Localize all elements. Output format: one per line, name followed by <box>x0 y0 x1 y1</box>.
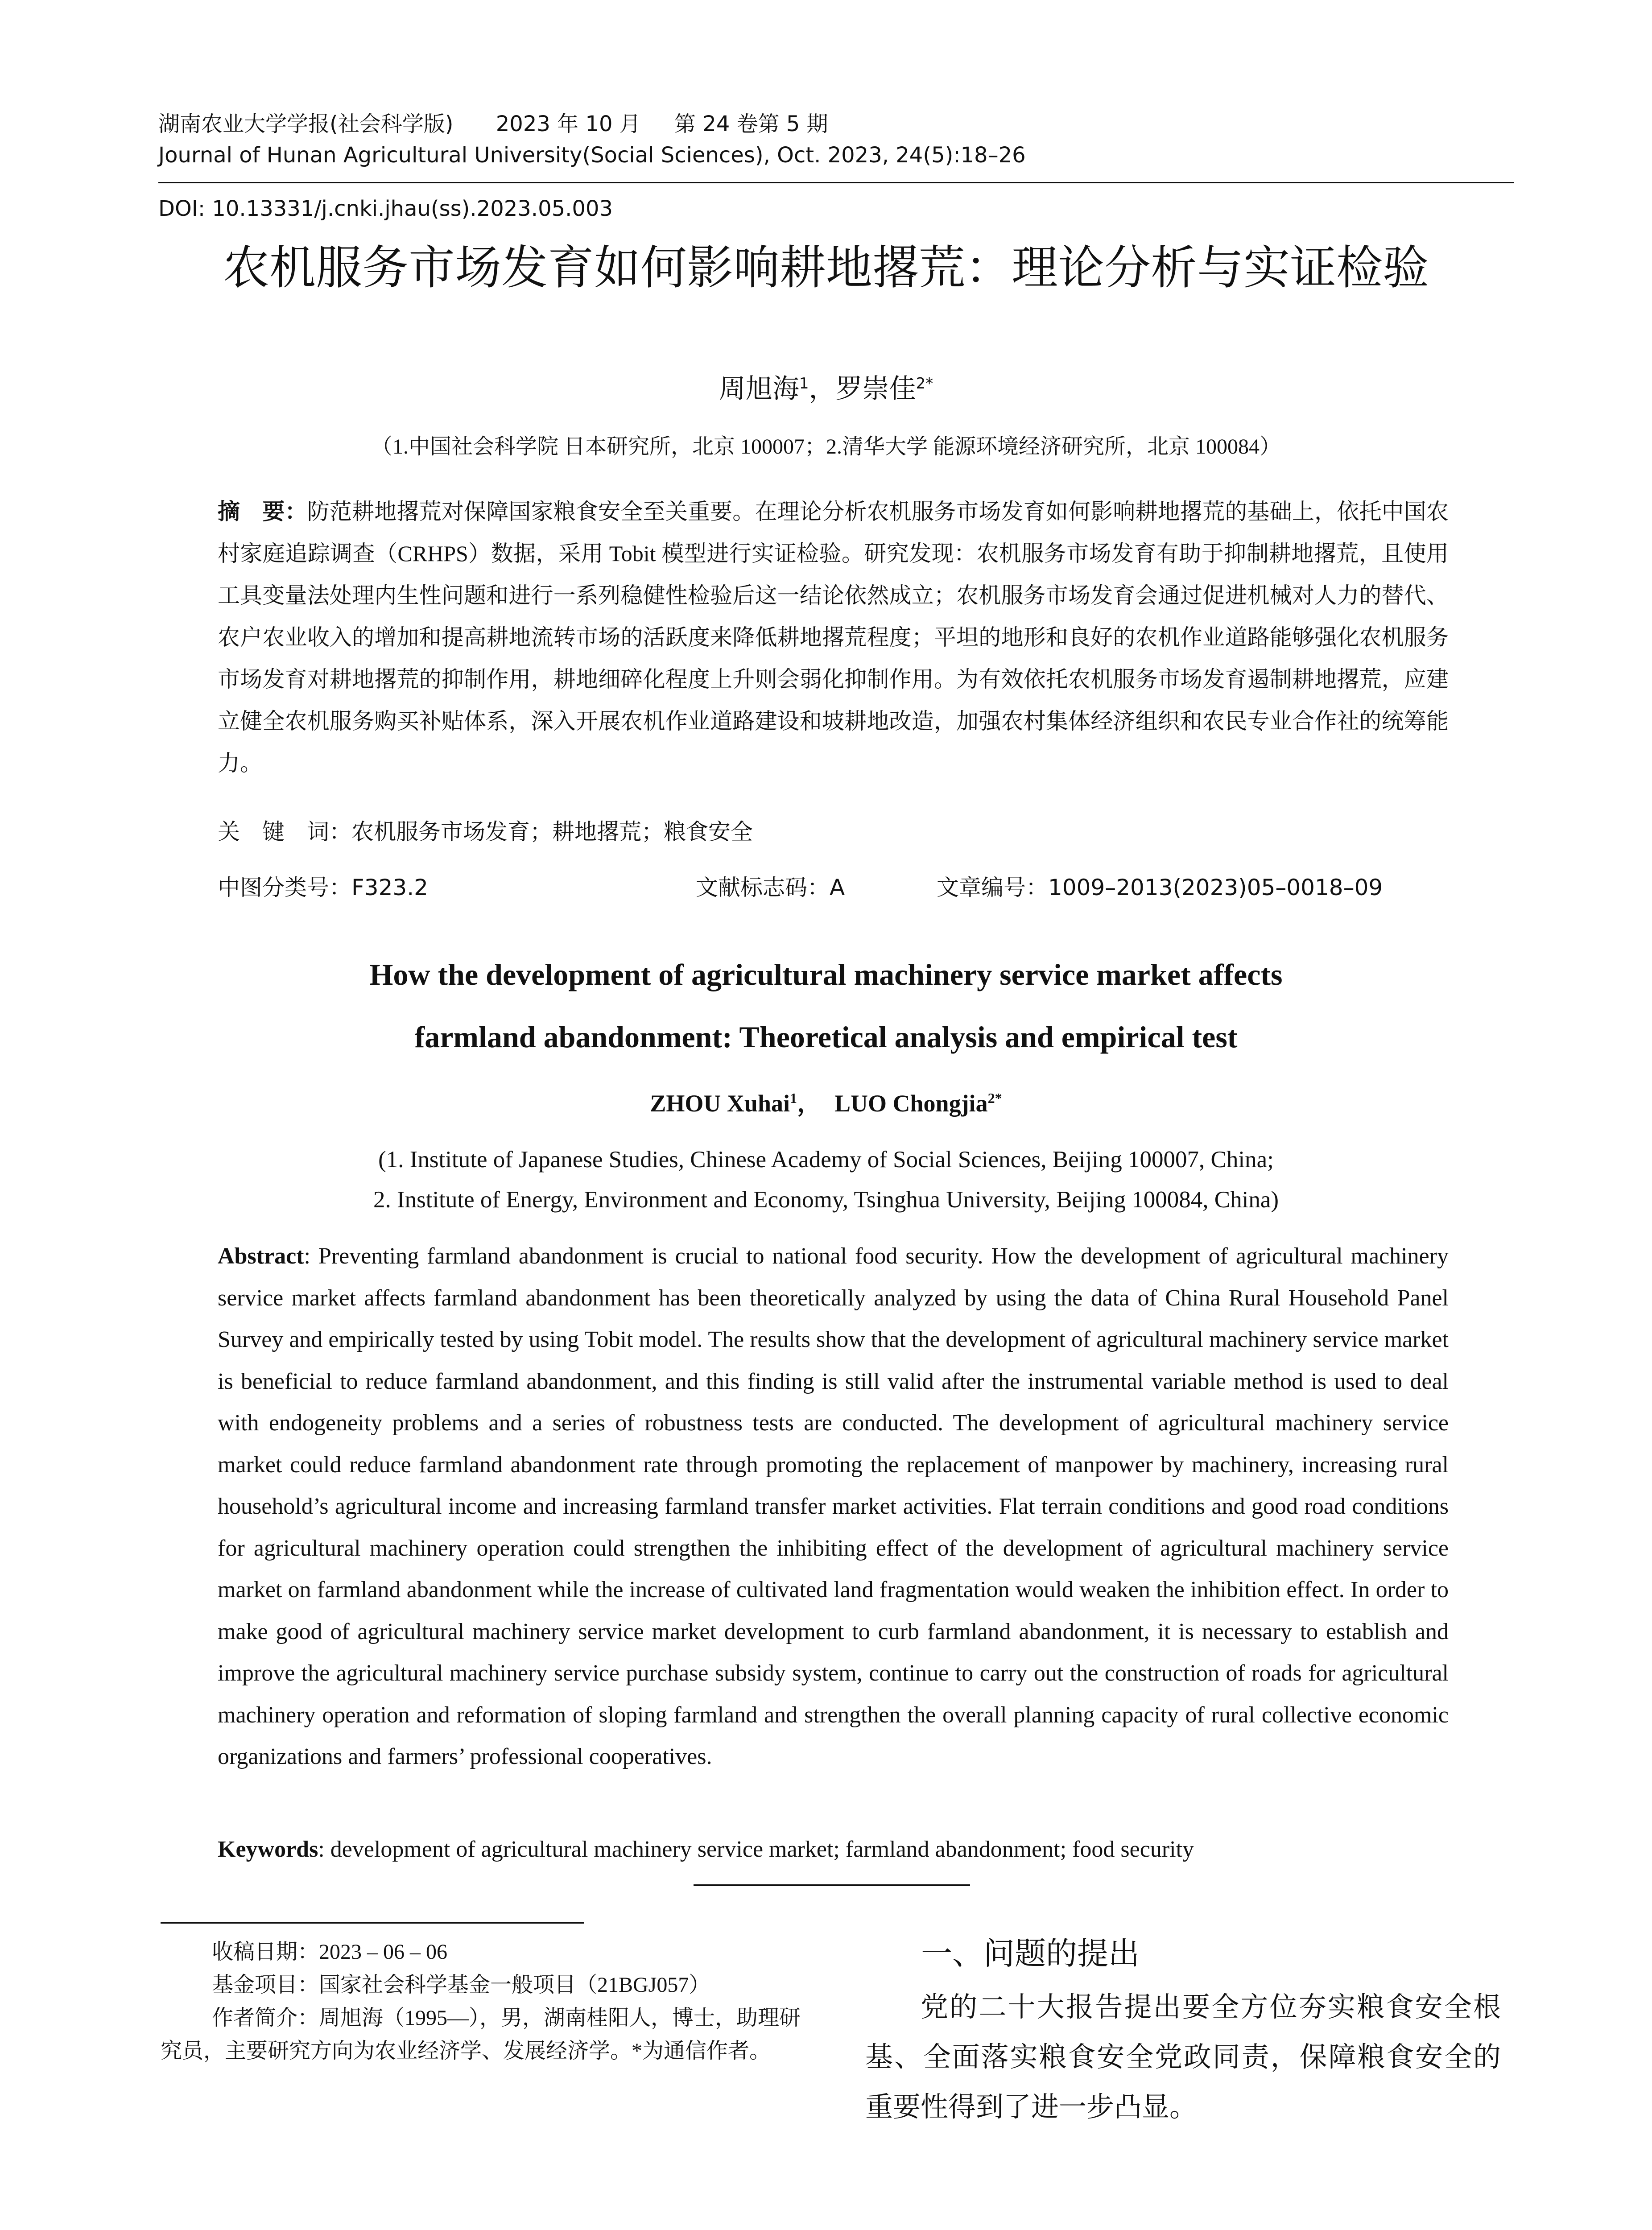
abstract-label-cn: 摘 要： <box>218 499 307 524</box>
keywords-label-cn: 关 键 词： <box>218 819 351 845</box>
clc-number: 中图分类号：F323.2 <box>218 875 428 900</box>
footnote-rule <box>161 1922 584 1924</box>
author-2-cn: 罗崇佳 <box>835 373 916 405</box>
author-separator: ， <box>809 373 836 405</box>
keywords-text-cn: 农机服务市场发育；耕地撂荒；粮食安全 <box>351 819 753 844</box>
author-2-affil-mark: 2* <box>916 375 933 392</box>
abstract-text-en: : Preventing farmland abandonment is crucial to national food security. How the development of agricultural machinery service market affects farmland abandonment has been theoretically analyzed by using the data of China Rural Household Panel Survey and empirically tested by using Tobit model. The results show that the development of agricultural machinery service market is beneficial to reduce farmland abandonment, and this finding is still valid after the instrumental variable method is used to deal with endogeneity problems and a series of robustness tests are conducted. The development of agricultural machinery service market could reduce farmland abandonment rate through promoting the replacement of manpower by machinery, increasing rural household’s agricultural income and increasing farmland transfer market activities. Flat terrain conditions and good road conditions for agricultural machinery operation could strengthen the inhibiting effect of the development of agricultural machinery service market on farmland abandonment while the increase of cultivated land fragmentation would weaken the inhibition effect. In order to make good of agricultural machinery service market development to curb farmland abandonment, it is necessary to establish and improve the agricultural machinery service purchase subsidy system, continue to carry out the construction of roads for agricultural machinery operation and reformation of sloping farmland and strengthen the overall planning capacity of rural collective economic organizations and farmers’ professional cooperatives. <box>218 1243 1449 1769</box>
affiliation-en-line-2: 2. Institute of Energy, Environment and Economy, Tsinghua University, Beijing 100084, China) <box>373 1187 1279 1213</box>
author-en-separator: ， <box>797 1090 821 1117</box>
paper-title-en-line-2: farmland abandonment: Theoretical analysis and empirical test <box>414 1020 1238 1054</box>
keywords-label-en: Keywords <box>218 1837 318 1862</box>
volume-cn: 第 24 卷第 5 期 <box>674 112 828 136</box>
footnote <box>161 1936 807 2068</box>
keywords-cn <box>218 816 753 847</box>
affiliations-cn: （1.中国社会科学院 日本研究所，北京 100007；2.清华大学 能源环境经济研究所，北京 100084） <box>371 435 1281 458</box>
author-1-en-affil-mark: 1 <box>790 1090 797 1106</box>
abstract-label-en: Abstract <box>218 1243 304 1269</box>
document-code: 文献标志码：A <box>696 875 845 900</box>
abstract-en <box>218 1235 1449 1778</box>
abstract-cn <box>218 491 1449 784</box>
author-2-en: LUO Chongjia <box>834 1090 988 1117</box>
paper-title-cn: 农机服务市场发育如何影响耕地撂荒：理论分析与实证检验 <box>223 240 1429 295</box>
author-1-cn: 周旭海 <box>719 373 799 405</box>
authors-en <box>0 1082 1652 1120</box>
section-paragraph: 党的二十大报告提出要全方位夯实粮食安全根基、全面落实粮食安全党政同责，保障粮食安全的重要性得到了进一步凸显。 <box>865 1992 1501 2123</box>
author-1-affil-mark: 1 <box>799 375 809 392</box>
journal-header-en: Journal of Hunan Agricultural University(Social Sciences), Oct. 2023, 24(5):18–26 <box>158 143 1026 168</box>
footnote-fund: 基金项目：国家社会科学基金一般项目（21BGJ057） <box>212 1973 710 1997</box>
footnote-received: 收稿日期：2023 – 06 – 06 <box>212 1940 448 1964</box>
abstract-text-cn: 防范耕地撂荒对保障国家粮食安全至关重要。在理论分析农机服务市场发育如何影响耕地撂荒的基础上，依托中国农村家庭追踪调查（CRHPS）数据，采用 Tobit 模型进行实证检验。研究发现：农机服务市场发育有助于抑制耕地撂荒，且使用工具变量法处理内生性问题和进行一系列稳健性检验后这一结论依然成立；农机服务市场发育会通过促进机械对人力的替代、农户农业收入的增加和提高耕地流转市场的活跃度来降低耕地撂荒程度；平坦的地形和良好的农机作业道路能够强化农机服务市场发育对耕地撂荒的抑制作用，耕地细碎化程度上升则会弱化抑制作用。为有效依托农机服务市场发育遏制耕地撂荒，应建立健全农机服务购买补贴体系，深入开展农机作业道路建设和坡耕地改造，加强农村集体经济组织和农民专业合作社的统筹能力。 <box>218 499 1449 776</box>
header-rule <box>158 182 1514 183</box>
keywords-en <box>218 1833 1194 1866</box>
paper-title-en-line-1: How the development of agricultural machinery service market affects <box>369 958 1283 991</box>
doi: DOI: 10.13331/j.cnki.jhau(ss).2023.05.003 <box>158 196 613 221</box>
journal-header-cn <box>158 111 828 137</box>
author-1-en: ZHOU Xuhai <box>650 1090 790 1117</box>
issue-date-cn: 2023 年 10 月 <box>496 112 641 136</box>
footnote-bio: 作者简介：周旭海（1995—），男，湖南桂阳人，博士，助理研究员，主要研究方向为农业经济学、发展经济学。*为通信作者。 <box>161 2006 801 2063</box>
separator-rule <box>694 1884 970 1886</box>
affiliation-en-line-1: (1. Institute of Japanese Studies, Chinese Academy of Social Sciences, Beijing 100007, China; <box>378 1147 1274 1173</box>
journal-name-cn: 湖南农业大学学报(社会科学版) <box>158 112 454 136</box>
keywords-text-en: : development of agricultural machinery service market; farmland abandonment; food security <box>318 1837 1194 1862</box>
authors-cn <box>0 366 1652 407</box>
section-heading: 一、问题的提出 <box>921 1935 1140 1972</box>
article-number: 文章编号：1009–2013(2023)05–0018–09 <box>937 875 1383 900</box>
author-2-en-affil-mark: 2* <box>987 1090 1002 1106</box>
